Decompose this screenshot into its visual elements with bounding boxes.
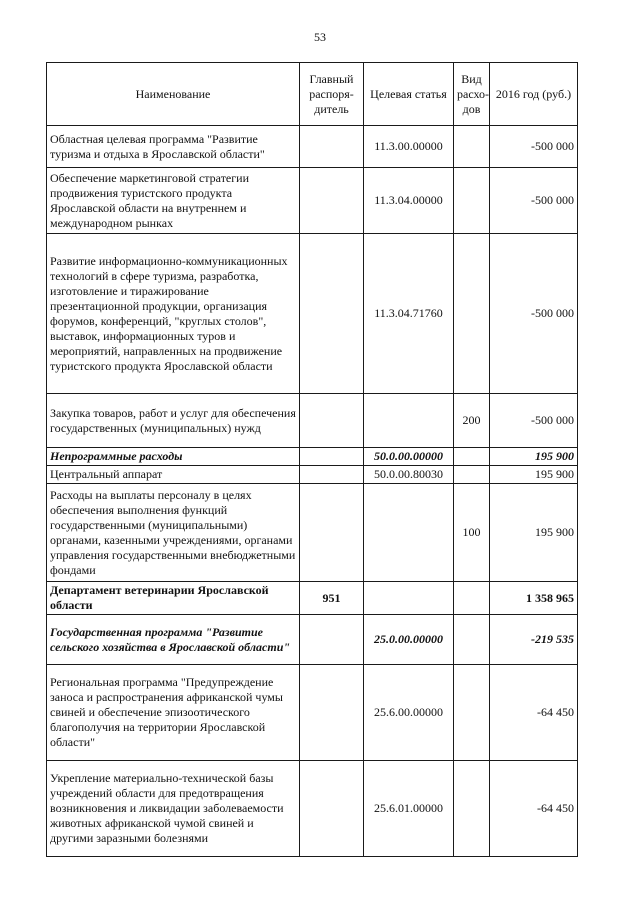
table-header-row <box>47 63 578 126</box>
row-name: Укрепление материально-технической базы учреждений области для предотвращения возникновения и ликвидации заболеваемости животных африканской чумой свиней и другими заразными болезнями <box>47 761 300 857</box>
table-row <box>47 761 578 857</box>
row-amount: -64 450 <box>490 665 578 761</box>
header-amount: 2016 год (руб.) <box>490 63 578 126</box>
table-row <box>47 615 578 665</box>
row-amount: -500 000 <box>490 394 578 448</box>
table-row <box>47 126 578 168</box>
row-amount: 195 900 <box>490 466 578 484</box>
row-target-item: 50.0.00.80030 <box>364 466 454 484</box>
header-name: Наименование <box>47 63 300 126</box>
row-name: Развитие информационно-коммуникационных технологий в сфере туризма, разработка, изготовление и тиражирование презентационной продукции, организация форумов, конференций, "круглых столов", выставок, информационных туров и мероприятий, направленных на продвижение туристского продукта Ярославской области <box>47 234 300 394</box>
row-amount: -500 000 <box>490 234 578 394</box>
row-expense-type <box>454 615 490 665</box>
table-row <box>47 484 578 582</box>
row-name: Государственная программа "Развитие сельского хозяйства в Ярославской области" <box>47 615 300 665</box>
row-expense-type <box>454 761 490 857</box>
table-body <box>47 126 578 857</box>
table-row <box>47 394 578 448</box>
row-chief-admin <box>300 448 364 466</box>
row-expense-type <box>454 168 490 234</box>
row-amount: 1 358 965 <box>490 582 578 615</box>
row-name: Закупка товаров, работ и услуг для обеспечения государственных (муниципальных) нужд <box>47 394 300 448</box>
row-expense-type: 100 <box>454 484 490 582</box>
row-expense-type: 200 <box>454 394 490 448</box>
row-target-item: 50.0.00.00000 <box>364 448 454 466</box>
row-target-item: 25.0.00.00000 <box>364 615 454 665</box>
row-name: Обеспечение маркетинговой стратегии продвижения туристского продукта Ярославской области на внутреннем и международном рынках <box>47 168 300 234</box>
table-row <box>47 665 578 761</box>
row-name: Областная целевая программа "Развитие туризма и отдыха в Ярославской области" <box>47 126 300 168</box>
header-chief-admin: Главный распоря-дитель <box>300 63 364 126</box>
row-amount: 195 900 <box>490 484 578 582</box>
row-chief-admin <box>300 234 364 394</box>
row-name: Расходы на выплаты персоналу в целях обеспечения выполнения функций государственными (муниципальными) органами, казенными учреждениями, органами управления государственными внебюджетными фондами <box>47 484 300 582</box>
row-target-item: 11.3.04.71760 <box>364 234 454 394</box>
row-target-item: 11.3.04.00000 <box>364 168 454 234</box>
table-row <box>47 168 578 234</box>
row-target-item <box>364 394 454 448</box>
row-chief-admin <box>300 394 364 448</box>
row-expense-type <box>454 448 490 466</box>
row-name: Департамент ветеринарии Ярославской области <box>47 582 300 615</box>
row-target-item: 11.3.00.00000 <box>364 126 454 168</box>
row-name: Центральный аппарат <box>47 466 300 484</box>
table-row <box>47 448 578 466</box>
row-target-item: 25.6.01.00000 <box>364 761 454 857</box>
row-target-item: 25.6.00.00000 <box>364 665 454 761</box>
row-chief-admin <box>300 665 364 761</box>
table-row <box>47 234 578 394</box>
row-amount: -64 450 <box>490 761 578 857</box>
row-target-item <box>364 582 454 615</box>
row-expense-type <box>454 466 490 484</box>
row-amount: -219 535 <box>490 615 578 665</box>
row-chief-admin <box>300 126 364 168</box>
row-chief-admin <box>300 484 364 582</box>
row-amount: -500 000 <box>490 126 578 168</box>
page-number: 53 <box>314 30 326 44</box>
header-expense-type: Вид расхо-дов <box>454 63 490 126</box>
row-chief-admin <box>300 615 364 665</box>
row-expense-type <box>454 582 490 615</box>
row-chief-admin <box>300 466 364 484</box>
row-name: Непрограммные расходы <box>47 448 300 466</box>
row-expense-type <box>454 126 490 168</box>
row-name: Региональная программа "Предупреждение заноса и распространения африканской чумы свиней и обеспечение эпизоотического благополучия на территории Ярославской области" <box>47 665 300 761</box>
row-expense-type <box>454 665 490 761</box>
row-chief-admin: 951 <box>300 582 364 615</box>
row-chief-admin <box>300 168 364 234</box>
table-row <box>47 582 578 615</box>
row-amount: 195 900 <box>490 448 578 466</box>
row-chief-admin <box>300 761 364 857</box>
row-amount: -500 000 <box>490 168 578 234</box>
row-expense-type <box>454 234 490 394</box>
table-row <box>47 466 578 484</box>
header-target-item: Целевая статья <box>364 63 454 126</box>
row-target-item <box>364 484 454 582</box>
budget-table <box>46 62 578 857</box>
